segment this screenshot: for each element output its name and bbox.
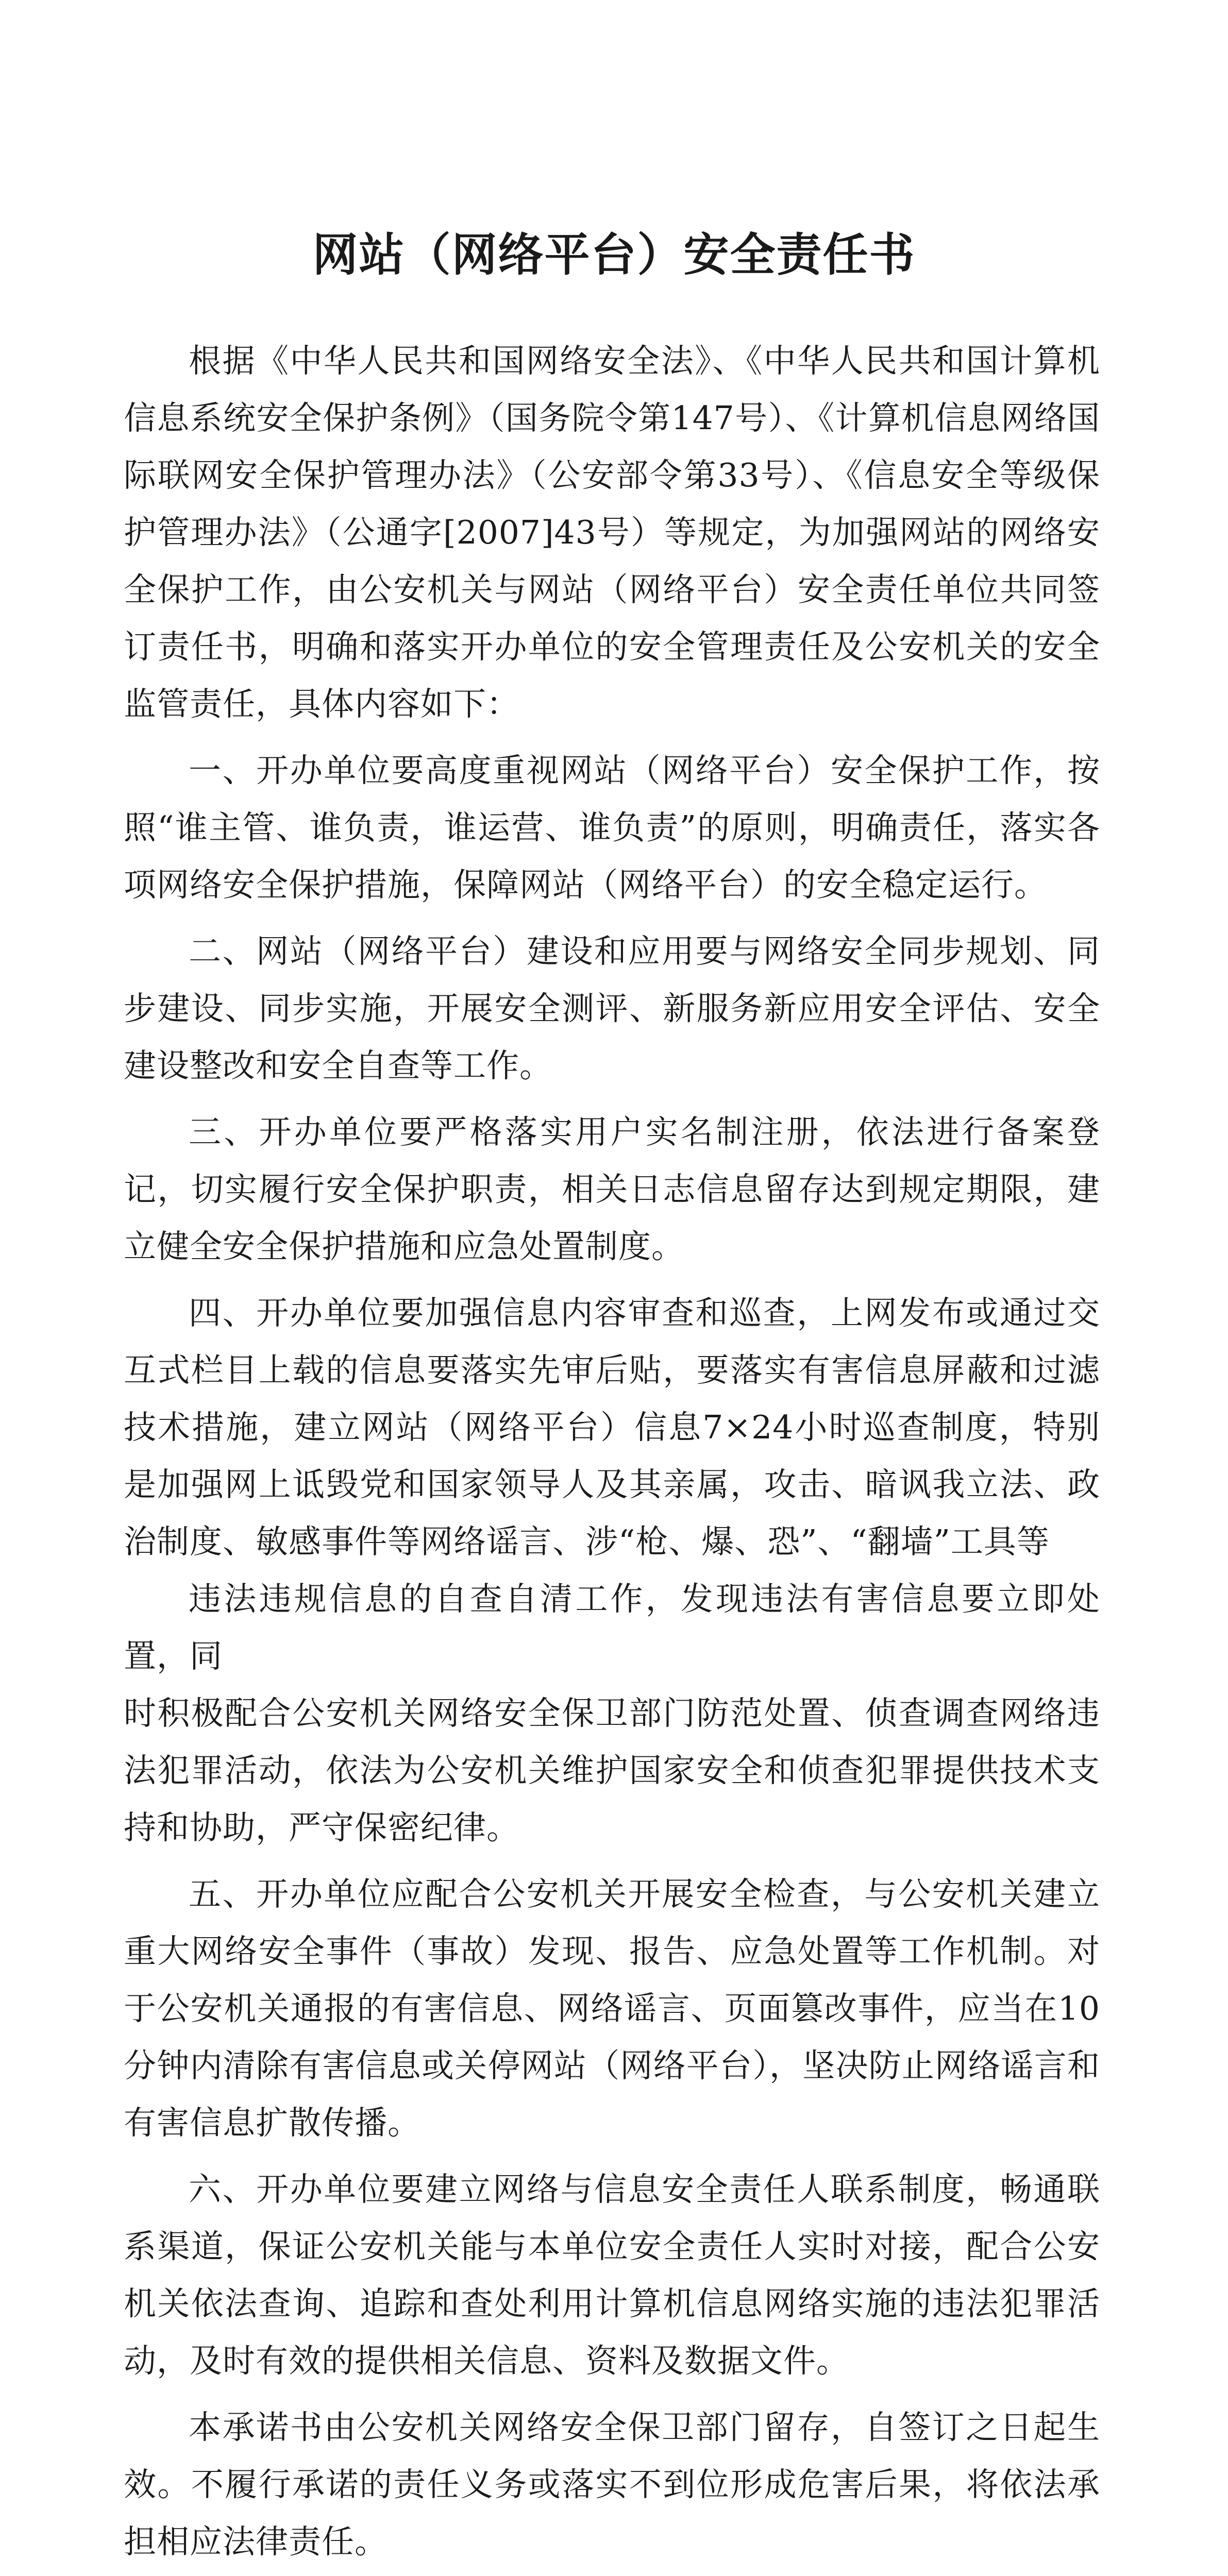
clause-one-paragraph: 一、开办单位要高度重视网站（网络平台）安全保护工作，按照“谁主管、谁负责，谁运营、谁负责”的原则，明确责任，落实各项网络安全保护措施，保障网站（网络平台）的安全稳定运行。 — [124, 752, 1100, 904]
clause-six-paragraph: 六、开办单位要建立网络与信息安全责任人联系制度，畅通联系渠道，保证公安机关能与本单位安全责任人实时对接，配合公安机关依法查询、追踪和查处利用计算机信息网络实施的违法犯罪活动，及时有效的提供相关信息、资料及数据文件。 — [124, 2171, 1100, 2380]
commitment-paragraph: 本承诺书由公安机关网络安全保卫部门留存，自签订之日起生效。不履行承诺的责任义务或落实不到位形成危害后果，将依法承担相应法律责任。 — [124, 2409, 1100, 2561]
document-body-part-two — [124, 1685, 1100, 2576]
page-cut-line: 违法违规信息的自查自清工作，发现违法有害信息要立即处置，同 — [124, 1580, 1100, 1675]
document-title: 网站（网络平台）安全责任书 — [312, 228, 916, 281]
clause-three-paragraph: 三、开办单位要严格落实用户实名制注册，依法进行备案登记，切实履行安全保护职责，相关日志信息留存达到规定期限，建立健全安全保护措施和应急处置制度。 — [124, 1113, 1100, 1265]
document-body-part-one — [124, 332, 1100, 1675]
clause-two-paragraph: 二、网站（网络平台）建设和应用要与网络安全同步规划、同步建设、同步实施，开展安全测评、新服务新应用安全评估、安全建设整改和安全自查等工作。 — [124, 933, 1100, 1084]
preamble-paragraph: 根据《中华人民共和国网络安全法》、《中华人民共和国计算机信息系统安全保护条例》（国务院令第147号）、《计算机信息网络国际联网安全保护管理办法》（公安部令第33号）、《信息安全等级保护管理办法》（公通字[2007]43号）等规定，为加强网站的网络安全保护工作，由公安机关与网站（网络平台）安全责任单位共同签订责任书，明确和落实开办单位的安全管理责任及公安机关的安全监管责任，具体内容如下： — [124, 342, 1100, 723]
clause-four-paragraph — [124, 1284, 1100, 1675]
clause-four-continuation: 时积极配合公安机关网络安全保卫部门防范处置、侦查调查网络违法犯罪活动，依法为公安机关维护国家安全和侦查犯罪提供技术支持和协助，严守保密纪律。 — [124, 1694, 1100, 1846]
clause-five-paragraph: 五、开办单位应配合公安机关开展安全检查，与公安机关建立重大网络安全事件（事故）发现、报告、应急处置等工作机制。对于公安机关通报的有害信息、网络谣言、页面篡改事件，应当在10分钟内清除有害信息或关停网站（网络平台），坚决防止网络谣言和有害信息扩散传播。 — [124, 1875, 1100, 2142]
clause-four-text: 四、开办单位要加强信息内容审查和巡查，上网发布或通过交互式栏目上载的信息要落实先审后贴，要落实有害信息屏蔽和过滤技术措施，建立网站（网络平台）信息7×24小时巡查制度，特别是加强网上诋毁党和国家领导人及其亲属，攻击、暗讽我立法、政治制度、敏感事件等网络谣言、涉“枪、爆、恐”、“翻墙”工具等 — [124, 1294, 1100, 1561]
